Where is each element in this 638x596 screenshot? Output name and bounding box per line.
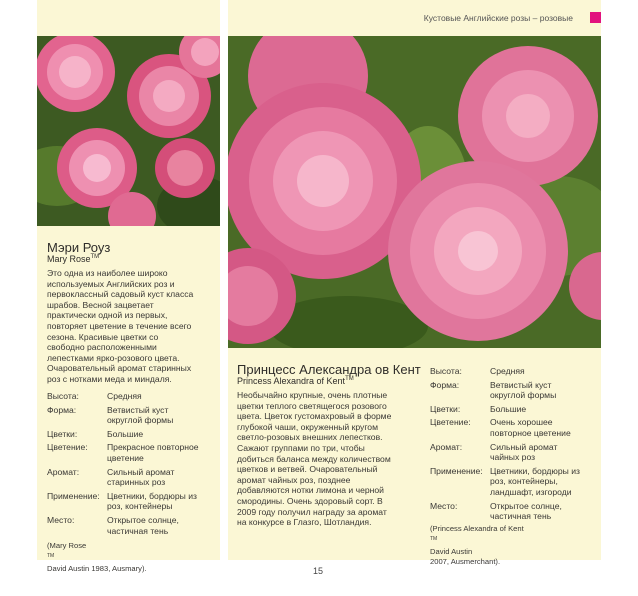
rose-2-subtitle: Princess Alexandra of Kent™ (237, 376, 354, 386)
attr-form: Форма: Ветвистый куст округлой формы (430, 379, 557, 401)
description-line: добавляются нотки лимона и черной (237, 485, 384, 496)
attr-height: Высота: Средняя (430, 366, 525, 376)
attr-usage: Применение: Цветники, бордюры из роз, контейнеры (47, 490, 197, 512)
rose-2-attributes (430, 366, 598, 525)
attr-flowers: Цветки: Большие (47, 428, 144, 439)
rose-2-title: Принцесс Александра ов Кент (237, 362, 421, 377)
description-line: лепестками ярко-розового цвета. (47, 352, 180, 363)
attr-blooming: Цветение: Прекрасное повторное цветение (47, 442, 199, 463)
mary-rose-photo (37, 36, 220, 226)
princess-alexandra-photo (228, 36, 601, 348)
rose-1-credit: (Mary Rose ™ David Austin 1983, Ausmary). (47, 541, 147, 573)
trademark-mark: TM (345, 376, 354, 382)
description-line: добиться баланса между количеством (237, 453, 391, 464)
section-header (228, 8, 601, 30)
section-title: Кустовые Английские розы – розовые (423, 13, 573, 23)
description-line: Это одна из наиболее широко (47, 268, 168, 278)
description-line: свободно расположенными (47, 342, 157, 353)
description-line: цвета. Цветок густомахровый в форме (237, 411, 392, 422)
description-line: Сажают группами по три, чтобы (237, 442, 365, 453)
description-line: 2009 году получил награду за аромат (237, 506, 387, 517)
description-line: повторяет цветение в течение всего (47, 320, 192, 331)
attr-location: Место: Открытое солнце, частичная тень (430, 500, 562, 522)
section-accent-square (590, 12, 601, 23)
description-line: Необычайно крупные, очень плотные (237, 390, 388, 400)
attr-flowers: Цветки: Большие (430, 403, 527, 414)
rose-1-attributes (47, 391, 217, 539)
attr-blooming: Цветение: Очень хорошее повторное цветение (430, 417, 571, 438)
trademark-mark: TM (90, 254, 100, 260)
description-line: первоклассный садовый куст класса (47, 289, 194, 300)
description-line: глубокой чаши, окруженный кругом (237, 421, 378, 432)
description-line: роз с нотками меда и миндаля. (47, 373, 172, 384)
page-number: 15 (313, 566, 324, 576)
description-line: на конкурсе в Глазго, Шотландия. (237, 517, 372, 528)
description-line: сезона. Красивые цветки со (47, 331, 159, 342)
description-line: смородины. Очень здоровый сорт. В (237, 495, 383, 506)
description-line: Очаровательный аромат старинных (47, 363, 192, 374)
description-line: светло-розовых внешних лепестков. (237, 432, 383, 443)
rose-1-description (47, 268, 193, 385)
description-line: практически одной из первых, (47, 310, 168, 321)
description-line: аромат чайных роз, позднее (237, 474, 351, 485)
description-line: шрабов. Весной зацветает (47, 299, 154, 310)
attr-form: Форма: Ветвистый куст округлой формы (47, 404, 174, 426)
description-line: цветки теплого светящегося розового (237, 400, 387, 411)
rose-2-credit: (Princess Alexandra of Kent ™ David Austin 2007, Ausmerchant). (430, 524, 524, 566)
description-line: используемых Английских роз и (47, 278, 175, 289)
attr-fragrance: Аромат: Сильный аромат старинных роз (47, 466, 175, 488)
attr-fragrance: Аромат: Сильный аромат чайных роз (430, 441, 558, 463)
rose-1-title: Мэри Роуз (47, 240, 111, 255)
description-line: цветков и ветвей. Очаровательный (237, 464, 378, 475)
attr-height: Высота: Средняя (47, 391, 142, 401)
rose-1-subtitle: Mary Rose™ (47, 254, 100, 264)
attr-usage: Применение: Цветники, бордюры из роз, контейнеры, ландшафт, изгороди (430, 465, 580, 497)
attr-location: Место: Открытое солнце, частичная тень (47, 514, 179, 536)
rose-2-description (237, 390, 391, 528)
